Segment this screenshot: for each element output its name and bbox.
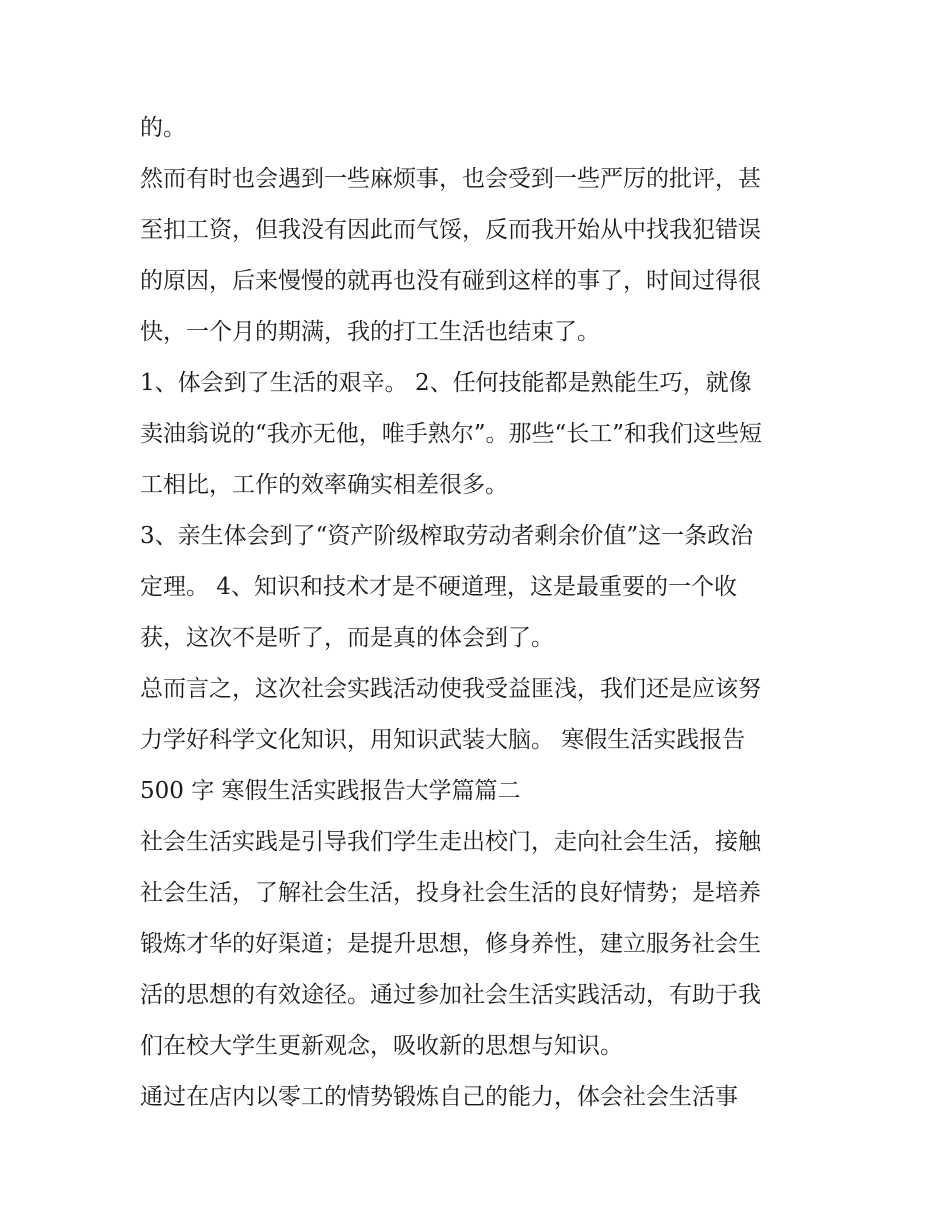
paragraph xyxy=(140,817,812,1072)
text-line: 锻炼才华的好渠道；是提升思想，修身养性，建立服务社会生 xyxy=(140,931,761,957)
text-line: 的。 xyxy=(140,115,186,141)
text-line: 社会生活，了解社会生活，投身社会生活的良好情势；是培养 xyxy=(140,880,761,906)
text-line: 至扣工资，但我没有因此而气馁，反而我开始从中找我犯错误 xyxy=(140,217,761,243)
paragraph xyxy=(140,664,812,817)
text-line: 社会生活实践是引导我们学生走出校门，走向社会生活，接触 xyxy=(140,829,761,855)
text-line: 500 字 寒假生活实践报告大学篇篇二 xyxy=(140,778,521,804)
text-line: 然而有时也会遇到一些麻烦事，也会受到一些严厉的批评，甚 xyxy=(140,166,761,192)
text-line: 活的思想的有效途径。通过参加社会生活实践活动，有助于我 xyxy=(140,982,761,1008)
text-line: 3、亲生体会到了“资产阶级榨取劳动者剩余价值”这一条政治 xyxy=(140,523,754,549)
text-line: 们在校大学生更新观念，吸收新的思想与知识。 xyxy=(140,1033,623,1059)
text-line: 获，这次不是听了，而是真的体会到了。 xyxy=(140,625,554,651)
text-line: 的原因，后来慢慢的就再也没有碰到这样的事了，时间过得很 xyxy=(140,268,761,294)
document-body xyxy=(140,103,812,1123)
paragraph xyxy=(140,103,812,154)
paragraph xyxy=(140,511,812,664)
text-line: 工相比，工作的效率确实相差很多。 xyxy=(140,472,508,498)
text-line: 力学好科学文化知识，用知识武装大脑。 寒假生活实践报告 xyxy=(140,727,746,753)
paragraph xyxy=(140,358,812,511)
paragraph xyxy=(140,154,812,358)
text-line: 通过在店内以零工的情势锻炼自己的能力，体会社会生活事 xyxy=(140,1084,738,1110)
text-line: 1、体会到了生活的艰辛。 2、任何技能都是熟能生巧，就像 xyxy=(140,370,752,396)
text-line: 定理。 4、知识和技术才是不硬道理，这是最重要的一个收 xyxy=(140,574,737,600)
paragraph xyxy=(140,1072,812,1123)
text-line: 总而言之，这次社会实践活动使我受益匪浅，我们还是应该努 xyxy=(140,676,761,702)
text-line: 快，一个月的期满，我的打工生活也结束了。 xyxy=(140,319,600,345)
text-line: 卖油翁说的“我亦无他，唯手熟尔”。那些“长工”和我们这些短 xyxy=(140,421,763,447)
